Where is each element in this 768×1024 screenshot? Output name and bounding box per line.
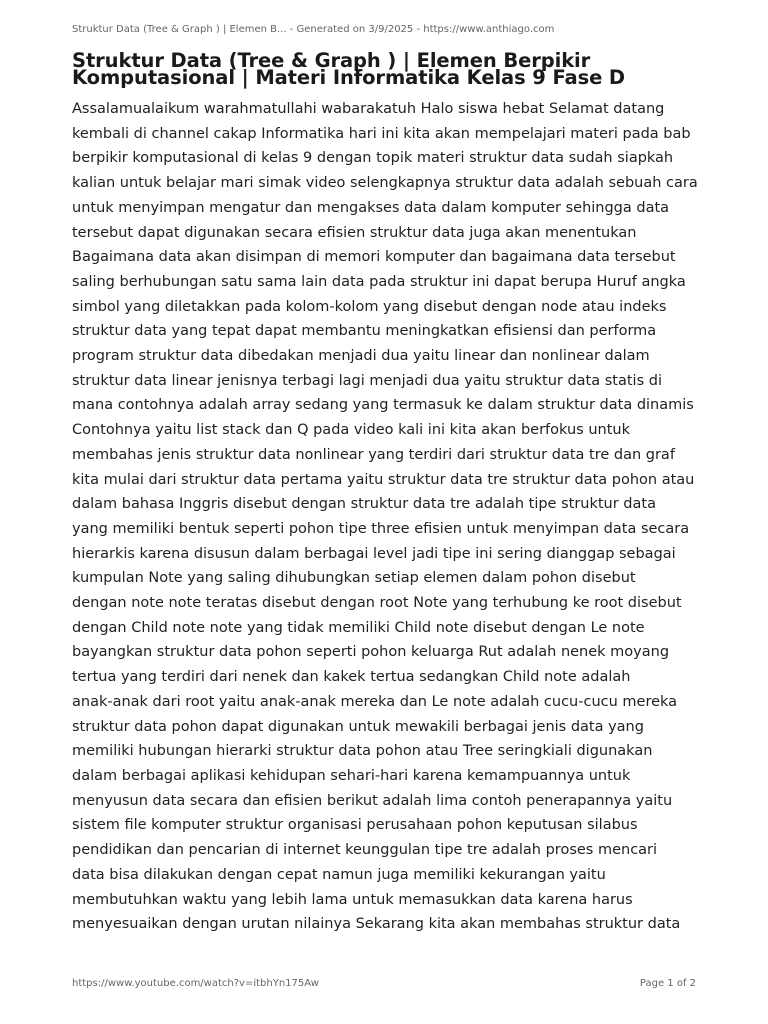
body-text-line: menyesuaikan dengan urutan nilainya Sekarang kita akan membahas struktur data (72, 916, 681, 933)
body-text-line: membahas jenis struktur data nonlinear yang terdiri dari struktur data tre dan graf (72, 446, 675, 463)
page-header: Struktur Data (Tree & Graph ) | Elemen B... - Generated on 3/9/2025 - https://www.anthiago.com (72, 24, 555, 35)
body-text-line: Contohnya yaitu list stack dan Q pada video kali ini kita akan berfokus untuk (72, 422, 630, 439)
body-text-line: saling berhubungan satu sama lain data pada struktur ini dapat berupa Huruf angka (72, 273, 686, 290)
body-text-line: tersebut dapat digunakan secara efisien struktur data juga akan menentukan (72, 224, 637, 241)
body-text-line: Bagaimana data akan disimpan di memori komputer dan bagaimana data tersebut (72, 249, 676, 266)
body-text-line: membutuhkan waktu yang lebih lama untuk memasukkan data karena harus (72, 891, 633, 908)
body-text-line: berpikir komputasional di kelas 9 dengan topik materi struktur data sudah siapkah (72, 150, 674, 167)
body-text-line: sistem file komputer struktur organisasi perusahaan pohon keputusan silabus (72, 817, 638, 834)
page-number: Page 1 of 2 (639, 978, 696, 989)
body-text-line: kalian untuk belajar mari simak video selengkapnya struktur data adalah sebuah cara (72, 175, 698, 192)
body-text-line: struktur data linear jenisnya terbagi lagi menjadi dua yaitu struktur data statis di (72, 372, 662, 389)
body-text-line: mana contohnya adalah array sedang yang termasuk ke dalam struktur data dinamis (72, 397, 694, 414)
body-text-line: dalam bahasa Inggris disebut dengan struktur data tre adalah tipe struktur data (72, 496, 656, 513)
body-text-line: bayangkan struktur data pohon seperti pohon keluarga Rut adalah nenek moyang (72, 644, 670, 661)
document-body (72, 97, 698, 937)
title-line-1: Struktur Data (Tree & Graph ) | Elemen Berpikir (72, 49, 591, 72)
body-text-line: struktur data yang tepat dapat membantu meningkatkan efisiensi dan performa (72, 323, 657, 340)
title-line-2: Komputasional | Materi Informatika Kelas 9 Fase D (72, 66, 625, 89)
body-text-line: simbol yang diletakkan pada kolom-kolom yang disebut dengan node atau indeks (72, 298, 667, 315)
body-text-line: pendidikan dan pencarian di internet keunggulan tipe tre adalah proses mencari (72, 842, 658, 859)
body-text-line: menyusun data secara dan efisien berikut adalah lima contoh penerapannya yaitu (72, 792, 673, 809)
footer-url: https://www.youtube.com/watch?v=itbhYn175Aw (72, 978, 319, 989)
body-text-line: program struktur data dibedakan menjadi dua yaitu linear dan nonlinear dalam (72, 348, 650, 365)
body-text-line: anak-anak dari root yaitu anak-anak mereka dan Le note adalah cucu-cucu mereka (72, 693, 678, 710)
body-text-line: hierarkis karena disusun dalam berbagai level jadi tipe ini sering dianggap sebagai (72, 545, 676, 562)
body-text-line: kita mulai dari struktur data pertama yaitu struktur data tre struktur data pohon atau (72, 471, 695, 488)
body-text-line: struktur data pohon dapat digunakan untuk mewakili berbagai jenis data yang (72, 718, 644, 735)
body-text-line: dengan Child note note yang tidak memiliki Child note disebut dengan Le note (72, 619, 645, 636)
body-text-line: Assalamualaikum warahmatullahi wabarakatuh Halo siswa hebat Selamat datang (72, 101, 665, 117)
body-text-line: kumpulan Note yang saling dihubungkan setiap elemen dalam pohon disebut (72, 570, 636, 587)
body-text-line: dalam berbagai aplikasi kehidupan sehari-hari karena kemampuannya untuk (72, 767, 631, 784)
document-title (72, 49, 698, 89)
body-text-line: tertua yang terdiri dari nenek dan kakek tertua sedangkan Child note adalah (72, 669, 631, 686)
body-text-line: memiliki hubungan hierarki struktur data pohon atau Tree seringkiali digunakan (72, 743, 653, 760)
body-text-line: dengan note note teratas disebut dengan root Note yang terhubung ke root disebut (72, 595, 682, 612)
body-text-line: untuk menyimpan mengatur dan mengakses data dalam komputer sehingga data (72, 199, 670, 216)
body-text-line: data bisa dilakukan dengan cepat namun juga memiliki kekurangan yaitu (72, 866, 606, 883)
body-text-line: kembali di channel cakap Informatika hari ini kita akan mempelajari materi pada bab (72, 125, 691, 142)
body-text-line: yang memiliki bentuk seperti pohon tipe three efisien untuk menyimpan data secara (72, 520, 690, 537)
